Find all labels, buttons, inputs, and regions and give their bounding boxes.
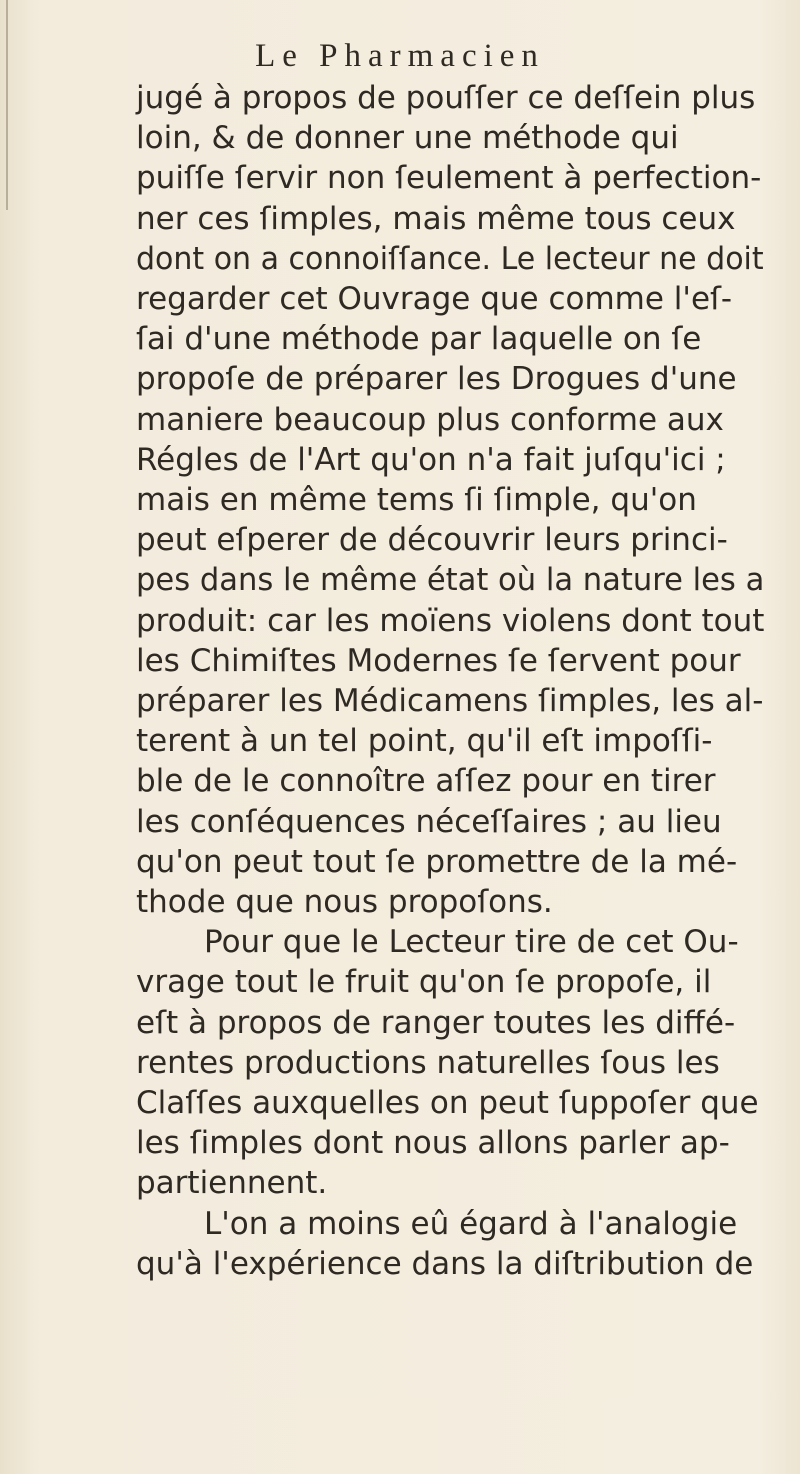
text-line: terent à un tel point, qu'il eſt impoſſi-	[136, 723, 713, 760]
running-head: Le Pharmacien	[255, 38, 545, 74]
text-line: peut eſperer de découvrir leurs princi-	[136, 522, 728, 559]
text-line: partiennent.	[136, 1165, 328, 1202]
text-line: vrage tout le fruit qu'on ſe propoſe, il	[136, 964, 712, 1001]
text-line: ſai d'une méthode par laquelle on ſe	[136, 321, 702, 358]
text-line: pes dans le même état où la nature les a	[136, 562, 765, 599]
text-line: ble de le connoître aſſez pour en tirer	[136, 763, 716, 800]
text-line: les conſéquences néceſſaires ; au lieu	[136, 803, 722, 840]
text-line: maniere beaucoup plus conforme aux	[136, 401, 724, 438]
text-line: puiſſe ſervir non ſeulement à perfection-	[136, 160, 762, 197]
text-line: L'on a moins eû égard à l'analogie	[204, 1205, 738, 1242]
text-line: Pour que le Lecteur tire de cet Ou-	[204, 924, 739, 961]
text-line: jugé à propos de pouſſer ce deſſein plus	[136, 80, 756, 116]
text-line: produit: car les moïens violens dont tout	[136, 602, 765, 639]
text-line: les ſimples dont nous allons parler ap-	[136, 1125, 730, 1162]
text-line: Régles de l'Art qu'on n'a fait juſqu'ici ;	[136, 441, 726, 478]
page-edge-line	[6, 0, 8, 210]
text-line: dont on a connoiſſance. Le lecteur ne doit	[136, 240, 764, 277]
text-line: mais en même tems ſi ſimple, qu'on	[136, 482, 697, 518]
text-line: propoſe de préparer les Drogues d'une	[136, 361, 737, 398]
text-line: qu'on peut tout ſe promettre de la mé-	[136, 843, 738, 880]
text-line: les Chimiſtes Modernes ſe ſervent pour	[136, 642, 741, 679]
text-line: regarder cet Ouvrage que comme l'eſ-	[136, 281, 733, 317]
text-line: eſt à propos de ranger toutes les diffé-	[136, 1004, 736, 1041]
text-line: loin, & de donner une méthode qui	[136, 120, 679, 157]
text-line: rentes productions naturelles ſous les	[136, 1044, 720, 1081]
text-line: préparer les Médicamens ſimples, les al-	[136, 683, 764, 719]
text-line: qu'à l'expérience dans la diſtribution de	[136, 1245, 754, 1282]
text-line: thode que nous propoſons.	[136, 884, 553, 920]
text-line: ner ces ſimples, mais même tous ceux	[136, 200, 736, 237]
text-line: Claſſes auxquelles on peut ſuppoſer que	[136, 1085, 759, 1121]
